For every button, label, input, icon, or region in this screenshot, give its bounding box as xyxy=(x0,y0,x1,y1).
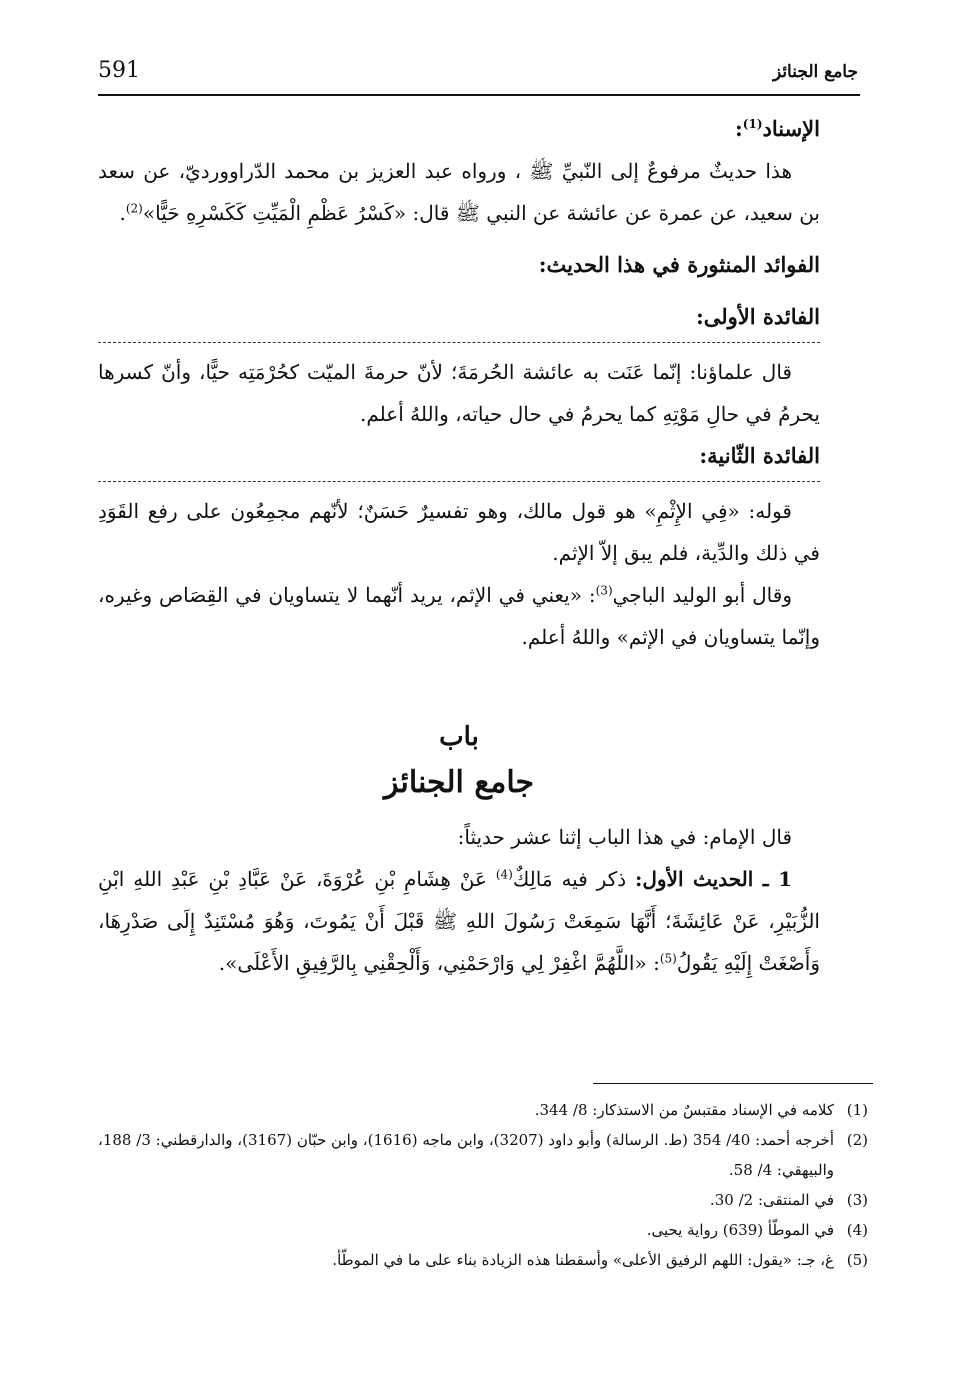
isnad-heading xyxy=(98,108,820,150)
footnotes xyxy=(98,1095,868,1275)
dashed-divider xyxy=(98,342,820,343)
footnote-number: (5) xyxy=(846,1251,868,1269)
footnote-number: (1) xyxy=(846,1101,868,1119)
hadith-1-text-b: عَنْ هِشَامِ بْنِ عُرْوَةَ، عَنْ عَبَّادِ بْنِ عَبْدِ اللهِ ابْنِ الزُّبَيْرِ، عَنْ عَائِشَةَ؛ أَنَّهَا سَمِعَتْ رَسُولَ اللهِ ﷺ قَبْلَ أَنْ يَمُوتَ، وَهُوَ مُسْتَنِدٌ إِلَى صَدْرِهَا، وَأَصْغَتْ إِلَيْهِ يَقُولُ xyxy=(98,867,820,975)
second-benefit-heading: الفائدة الثّانية: xyxy=(699,443,820,468)
footnote xyxy=(98,1215,868,1245)
hadith-1-title: 1 ـ الحديث الأول: xyxy=(634,867,792,891)
isnad-heading-colon: : xyxy=(735,116,743,141)
hadith-1-text-c: : «اللَّهُمَّ اغْفِرْ لِي وَارْحَمْنِي، وَأَلْحِقْنِي بِالرَّفِيقِ الأَعْلَى». xyxy=(218,951,660,975)
isnad-text: هذا حديثٌ مرفوعٌ إلى النّبيِّ ﷺ ، ورواه عبد العزيز بن محمد الدّراوورديّ، عن سعد بن سعيد، عن عمرة عن عائشة عن النبي ﷺ قال: «كَسْرُ عَظْمِ الْمَيِّتِ كَكَسْرِهِ حَيًّا» xyxy=(98,159,820,225)
fawaid-heading: الفوائد المنثورة في هذا الحديث: xyxy=(538,252,820,277)
isnad-paragraph xyxy=(98,150,820,234)
footnote-ref-3: (3) xyxy=(595,583,613,598)
baji-quote: : «يعني في الإثم، يريد أنّهما لا يتساويان في القِصَاص وغيره، وإنّما يتساويان في الإثم» واللهُ أعلم. xyxy=(98,583,820,649)
footnote-text: في الموطّأ (639) رواية يحيى. xyxy=(646,1221,834,1239)
running-title: جامع الجنائز xyxy=(772,62,858,82)
footnote-text: أخرجه أحمد: 40/ 354 (ط. الرسالة) وأبو داود (3207)، وابن ماجه (1616)، وابن حبّان (3167)، والدارقطني: 3/ 188، والبيهقي: 4/ 58. xyxy=(98,1131,834,1179)
footnote-rule xyxy=(593,1083,873,1084)
second-benefit-text: قوله: «فِي الإِثْمِ» هو قول مالك، وهو تفسيرٌ حَسَنٌ؛ لأنّهم مجمِعُون على رفع القَوَدِ في ذلك والدِّية، فلم يبق إلاّ الإثم. xyxy=(98,499,820,565)
page-header xyxy=(98,52,858,94)
footnote-text: كلامه في الإسناد مقتبسٌ من الاستذكار: 8/ 344. xyxy=(534,1101,834,1119)
chapter-label: باب xyxy=(439,722,479,752)
footnote-number: (3) xyxy=(846,1191,868,1209)
third-paragraph xyxy=(98,574,820,658)
footnote xyxy=(98,1095,868,1125)
footnote xyxy=(98,1185,868,1215)
footnote-text: في المنتقى: 2/ 30. xyxy=(709,1191,834,1209)
footnote-ref-1: (1) xyxy=(742,117,763,131)
footnote-number: (2) xyxy=(846,1131,868,1149)
isnad-text-end: . xyxy=(119,201,126,225)
footnote-ref-5: (5) xyxy=(659,951,677,966)
footnote-number: (4) xyxy=(846,1221,868,1239)
imam-statement: قال الإمام: في هذا الباب إثنا عشر حديثاً: xyxy=(457,825,792,849)
first-benefit-heading: الفائدة الأولى: xyxy=(695,304,820,329)
isnad-heading-text: الإسناد xyxy=(762,116,820,141)
hadith-1 xyxy=(98,858,820,984)
chapter-title: جامع الجنائز xyxy=(383,765,535,800)
footnote-ref-2: (2) xyxy=(125,201,143,216)
main-text xyxy=(98,108,820,984)
footnote-ref-4: (4) xyxy=(495,867,513,882)
footnote xyxy=(98,1125,868,1185)
baji-intro: وقال أبو الوليد الباجي xyxy=(612,583,792,607)
page-number: 591 xyxy=(98,58,140,83)
footnote xyxy=(98,1245,868,1275)
dashed-divider xyxy=(98,481,820,482)
header-rule xyxy=(98,94,860,96)
hadith-1-text-a: ذكر فيه مَالِكٌ xyxy=(512,867,627,891)
footnote-text: غ، جـ: «يقول: اللهم الرفيق الأعلى» وأسقطنا هذه الزيادة بناء على ما في الموطّأ. xyxy=(332,1251,834,1269)
first-benefit-text: قال علماؤنا: إنّما عَنَت به عائشة الحُرمَةَ؛ لأنّ حرمةَ الميّت كحُرْمَتِه حيًّا، وأنّ كسرها يحرمُ في حالِ مَوْتِهِ كما يحرمُ في حال حياته، واللهُ أعلم. xyxy=(98,360,820,426)
